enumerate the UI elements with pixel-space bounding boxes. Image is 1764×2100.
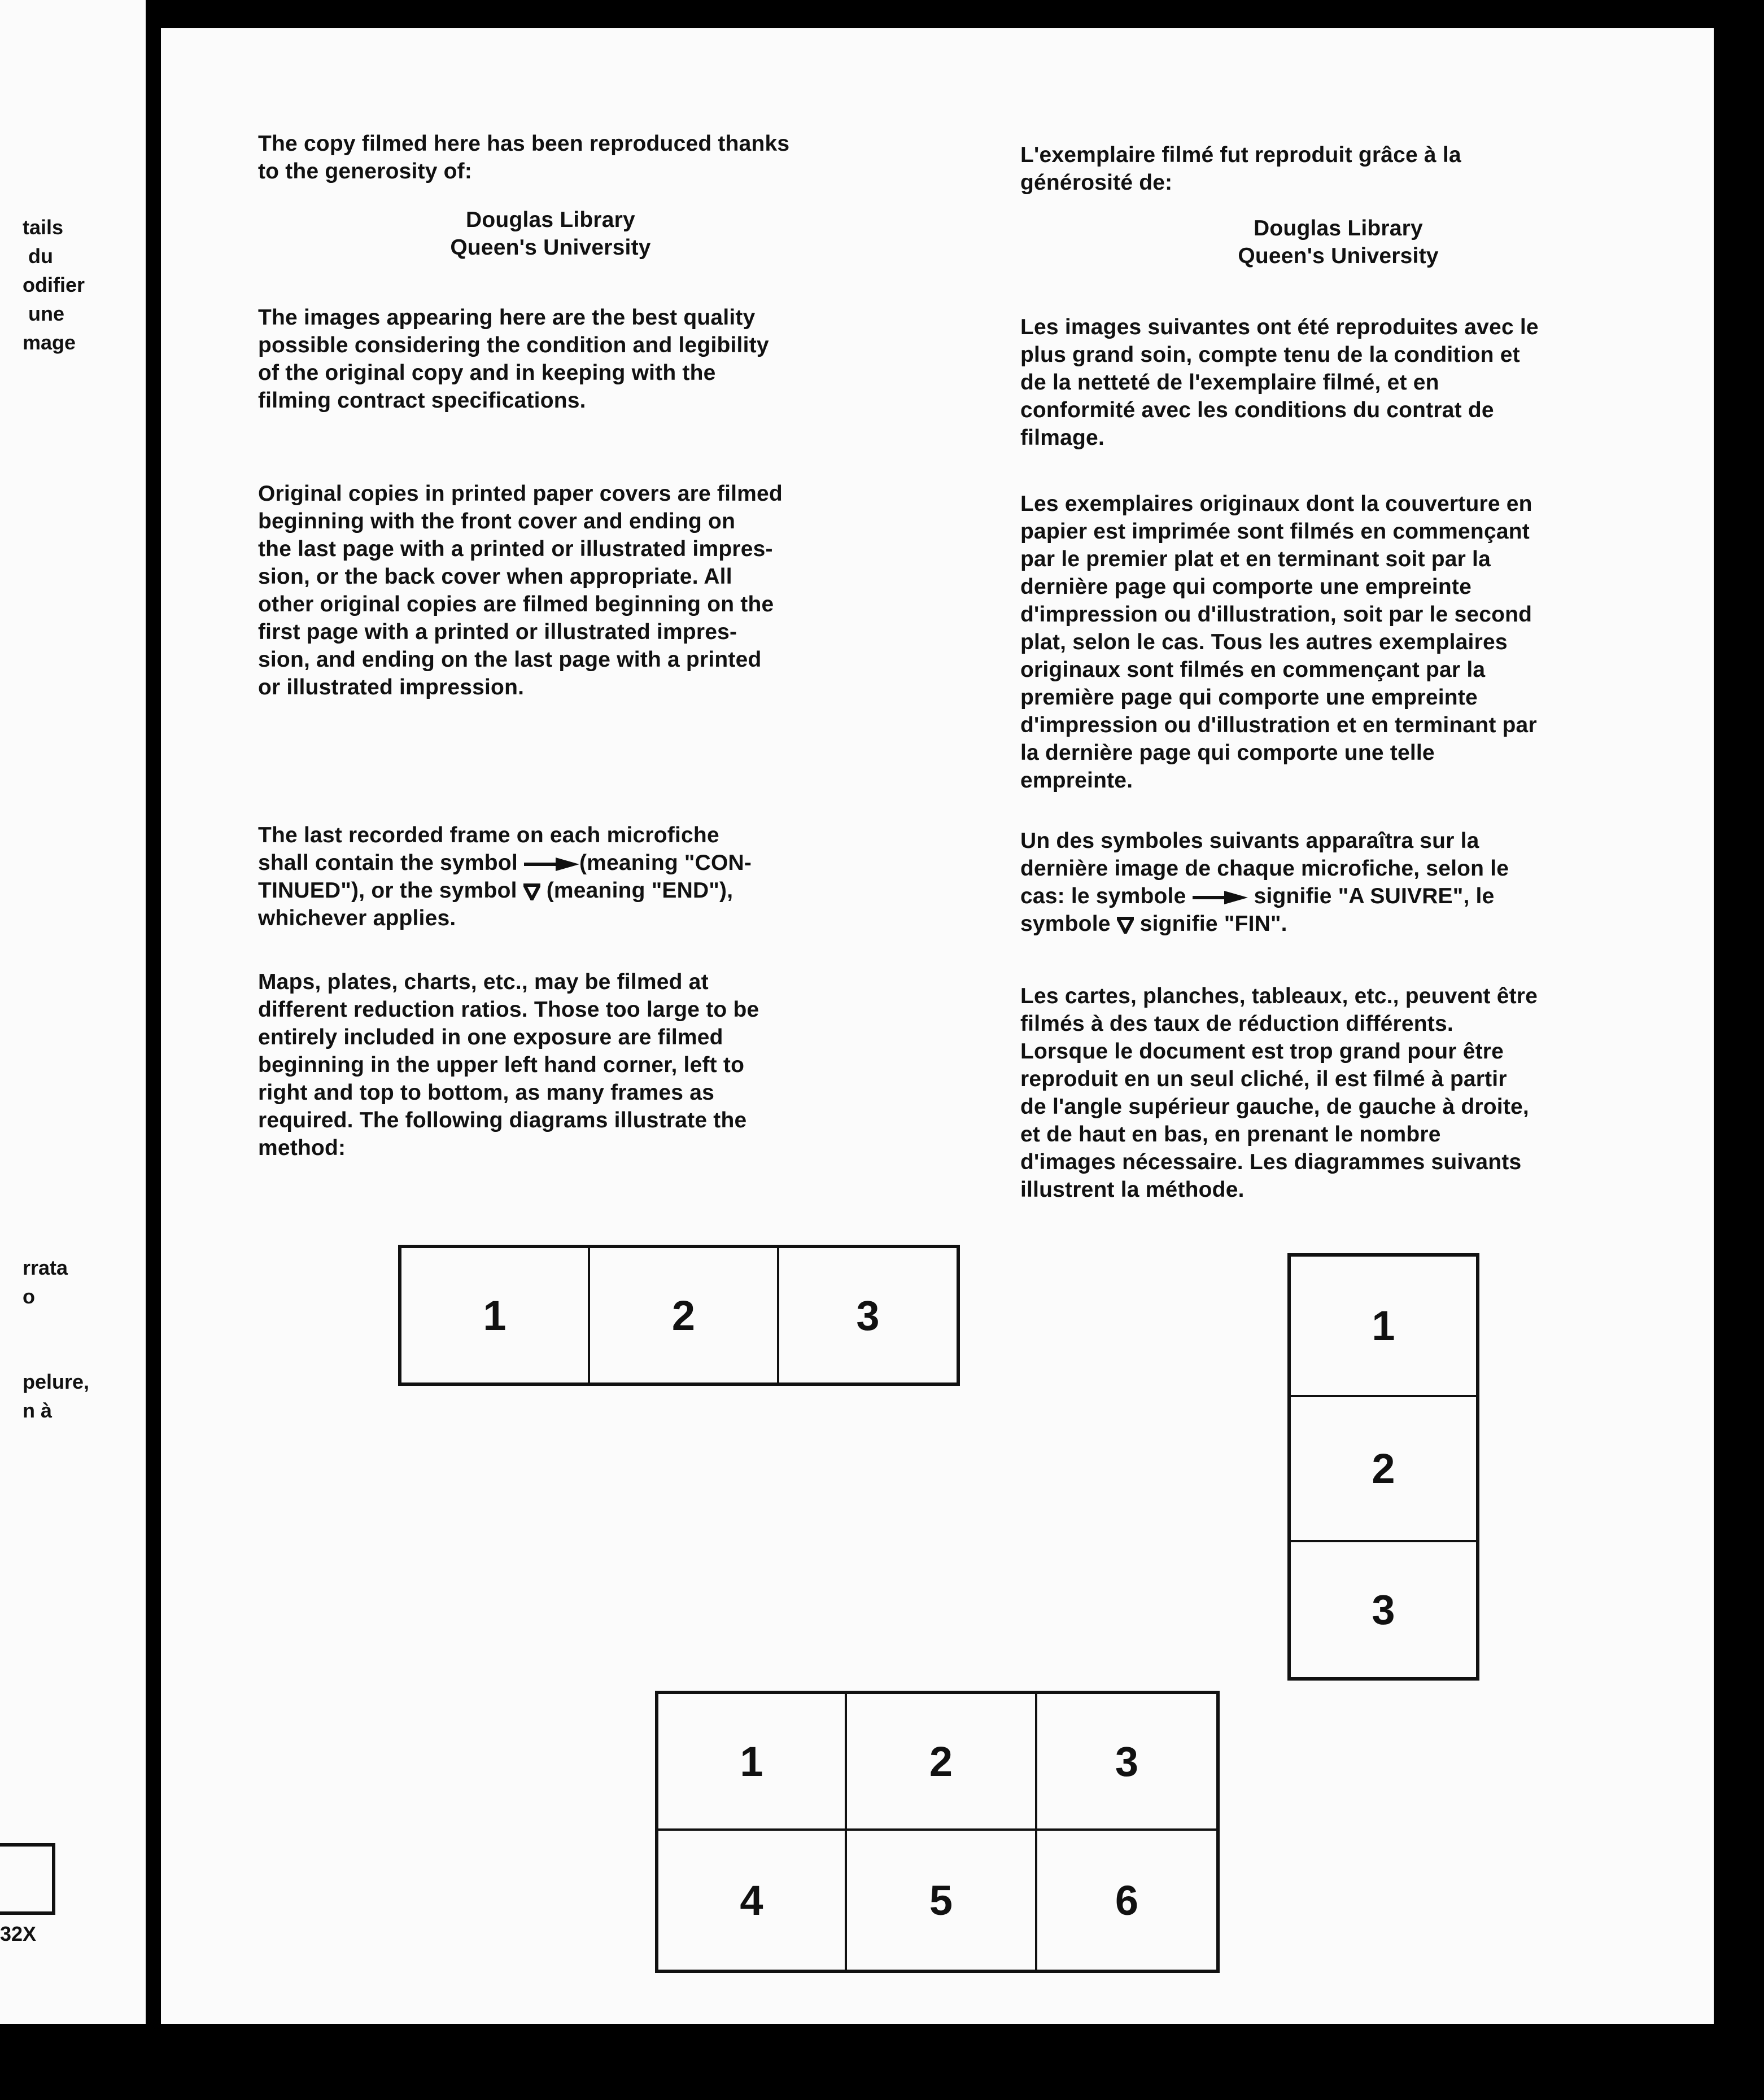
frame-cell: 4 [658, 1828, 845, 1970]
left-partial-page [0, 0, 146, 2024]
horizontal-frame-diagram [398, 1245, 960, 1386]
text-line: (meaning "END"), [540, 878, 733, 903]
text-line: cas: le symbole [1020, 884, 1193, 908]
english-original-copies-paragraph: Original copies in printed paper covers are filmed beginning with the front cover and ending on the last page with a printed or illustrated impres- sion, or the back cover when appropriate. All other original copies are filmed beginning on the first page with a printed or illustrated impres- sion, and ending on the last page with a printed or illustrated impression. [258, 482, 783, 699]
french-symbols-paragraph [1020, 827, 1509, 938]
french-quality-paragraph: Les images suivantes ont été reproduites avec le plus grand soin, compte tenu de la condition et de la netteté de l'exemplaire filmé, et en conformité avec les conditions du contrat de filmage. [1020, 315, 1539, 450]
frame-cell: 3 [1291, 1540, 1476, 1677]
continued-arrow-icon [524, 858, 579, 871]
frame-cell: 3 [777, 1248, 957, 1383]
end-triangle-icon [1117, 917, 1134, 934]
left-fragment-line: mage [23, 331, 76, 354]
left-fragment-line: du [23, 244, 53, 268]
main-page [161, 28, 1714, 2024]
left-fragment-line: o [23, 1285, 35, 1308]
text-line: signifie "FIN". [1133, 912, 1287, 936]
text-line: dernière image de chaque microfiche, selon le [1020, 856, 1509, 881]
continued-arrow-icon [1193, 891, 1248, 904]
english-quality-paragraph: The images appearing here are the best quality possible considering the condition and legibility of the original copy and in keeping with the filming contract specifications. [258, 305, 769, 413]
text-line: (meaning "CON- [579, 851, 752, 875]
english-symbols-paragraph [258, 821, 752, 932]
text-line: whichever applies. [258, 906, 456, 930]
end-triangle-icon [523, 883, 540, 900]
frame-cell: 2 [845, 1694, 1035, 1828]
french-original-copies-paragraph: Les exemplaires originaux dont la couverture en papier est imprimée sont filmés en commençant par le premier plat et en terminant soit par la dernière page qui comporte une empreinte d'impression ou d'illustration, soit par le second plat, selon le cas. Tous les autres exemplaires originaux sont filmés en commençant par la première page qui comporte une empreinte d'impression ou d'illustration et en terminant par la dernière page qui comporte une telle empreinte. [1020, 492, 1537, 793]
english-institution: Douglas Library Queen's University [450, 208, 651, 260]
reduction-target-box [0, 1843, 55, 1915]
vertical-frame-diagram [1287, 1253, 1479, 1681]
frame-cell: 5 [845, 1828, 1035, 1970]
right-dark-margin [1714, 0, 1764, 2024]
reduction-label: 32X [0, 1922, 37, 1945]
text-line: Un des symboles suivants apparaîtra sur la [1020, 829, 1479, 853]
left-fragment-line: une [23, 302, 65, 325]
french-institution: Douglas Library Queen's University [1238, 216, 1439, 268]
text-line: signifie "A SUIVRE", le [1247, 884, 1495, 908]
left-fragment-line: tails [23, 216, 64, 239]
left-fragment-line: pelure, [23, 1370, 90, 1393]
frame-cell: 1 [740, 1738, 763, 1785]
frame-cell: 1 [1372, 1302, 1395, 1349]
text-line: TINUED"), or the symbol [258, 878, 523, 903]
text-line: The last recorded frame on each microfiche [258, 823, 719, 847]
french-maps-paragraph: Les cartes, planches, tableaux, etc., peuvent être filmés à des taux de réduction différents. Lorsque le document est trop grand pour être reproduit en un seul cliché, il est filmé à partir de l'angle supérieur gauche, de gauche à droite, et de haut en bas, en prenant le nombre d'images nécessaire. Les diagrammes suivants illustrent la méthode. [1020, 984, 1538, 1202]
left-fragment-line: odifier [23, 273, 85, 296]
frame-cell: 3 [1035, 1694, 1216, 1828]
english-thanks-intro: The copy filmed here has been reproduced thanks to the generosity of: [258, 132, 790, 183]
frame-cell: 2 [588, 1248, 777, 1383]
frame-cell: 1 [483, 1292, 507, 1339]
text-line: shall contain the symbol [258, 851, 524, 875]
left-fragment-line: n à [23, 1399, 53, 1422]
frame-cell: 6 [1035, 1828, 1216, 1970]
english-maps-paragraph: Maps, plates, charts, etc., may be filmed at different reduction ratios. Those too large to be entirely included in one exposure are filmed beginning in the upper left hand corner, left to right and top to bottom, as many frames as required. The following diagrams illustrate the method: [258, 970, 759, 1160]
text-line: symbole [1020, 912, 1117, 936]
left-fragment-line: rrata [23, 1256, 68, 1279]
grid-frame-diagram [655, 1691, 1220, 1973]
french-thanks-intro: L'exemplaire filmé fut reproduit grâce à la générosité de: [1020, 143, 1461, 195]
frame-cell: 2 [1291, 1395, 1476, 1540]
